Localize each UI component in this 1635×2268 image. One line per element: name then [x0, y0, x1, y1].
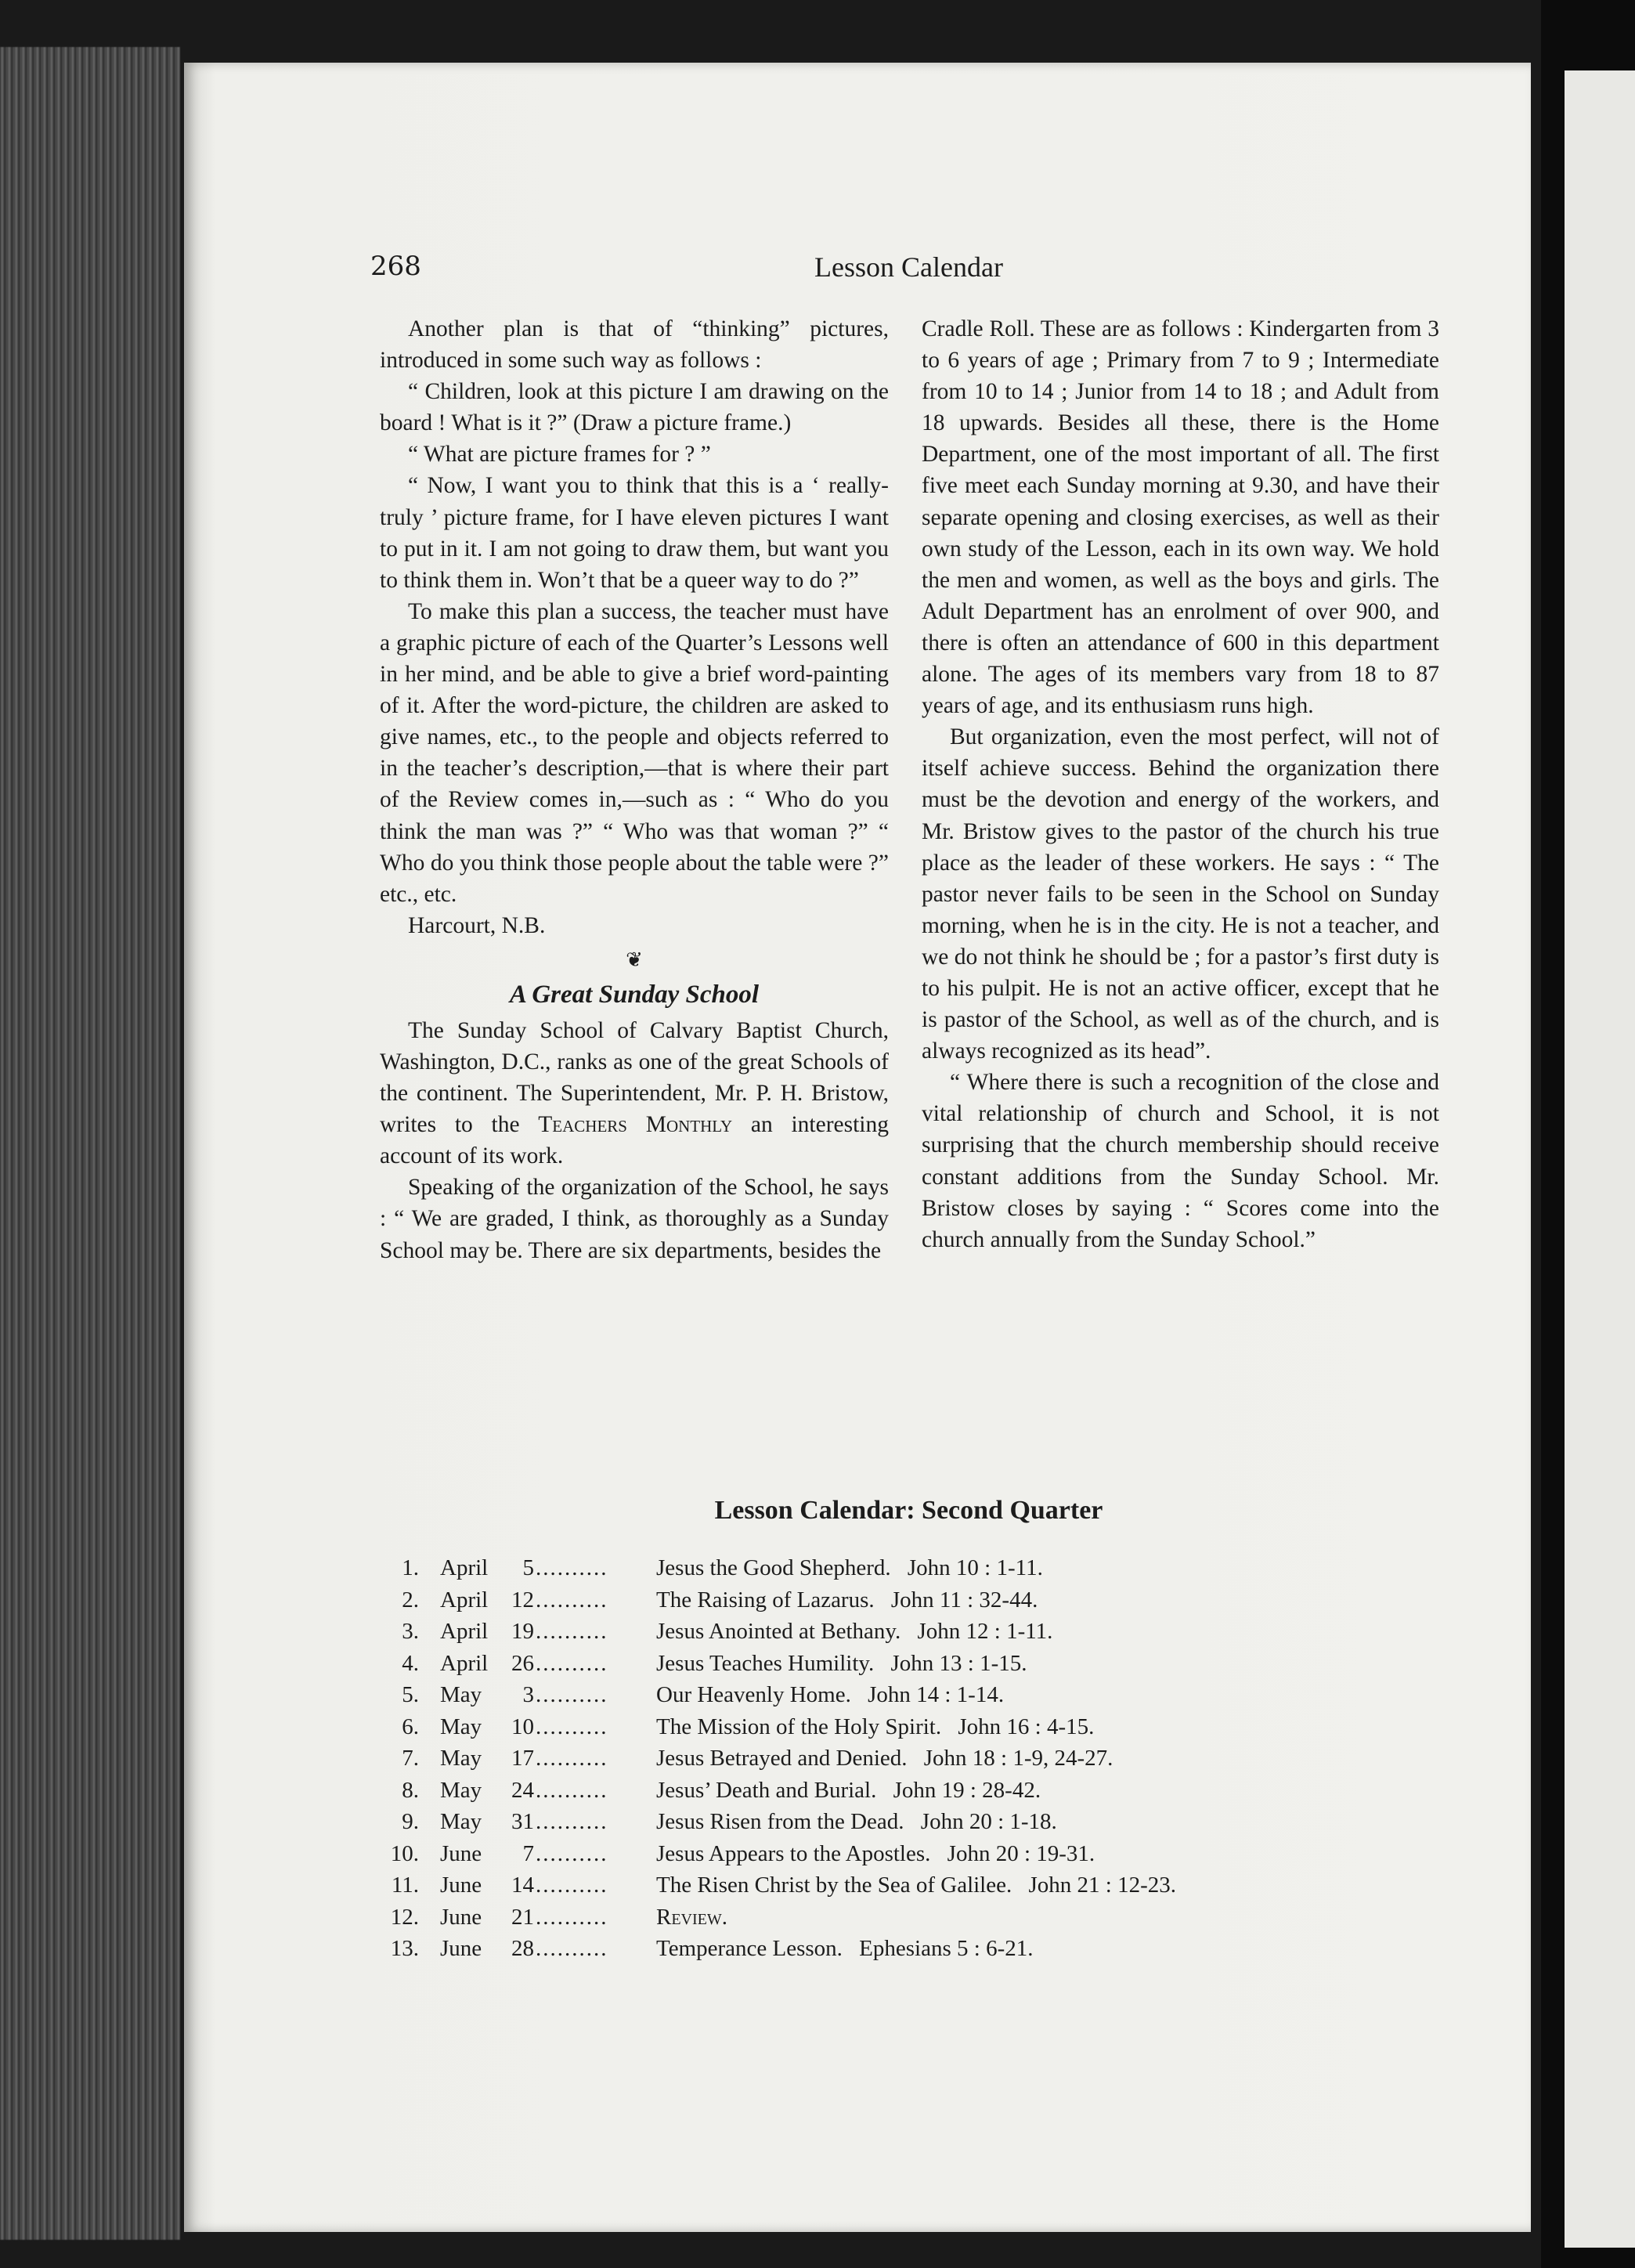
paragraph: “ Where there is such a recognition of the close and vital relationship of church and School, it is not surprising that the church membership should receive constant additions from the Sunday School. Mr. Bristow closes by saying : “ Scores come into the church annually from the Sunday School.”	[922, 1070, 1439, 1252]
paragraph: Cradle Roll. These are as follows : Kindergarten from 3 to 6 years of age ; Primary from 7 to 9 ; Intermediate from 10 to 14 ; Junior from 14 to 18 ; and Adult from 18 upwards. Besides all these, there is the Home Department, one of the most important of all. The first five meet each Sunday morning at 9.30, and have their separate opening and closing exercises, as well as their own study of the Lesson, each in its own way. We hold the men and women, as well as the boys and girls. The Adult Department has an enrolment of over 900, and there is often an attendance of 600 in this department alone. The ages of its members vary from 18 to 87 years of age, and its enthusiasm runs high.	[922, 316, 1439, 719]
calendar-row	[384, 1775, 1449, 1807]
page-number: 268	[370, 251, 421, 282]
scripture-reference: John 21 : 12-23.	[1028, 1873, 1176, 1898]
scripture-reference: John 13 : 1-15.	[890, 1650, 1027, 1676]
lesson-title: Jesus Risen from the Dead.	[656, 1809, 904, 1834]
dot-leader: ..........	[536, 1682, 608, 1707]
publication-name: Teachers Monthly	[538, 1112, 733, 1138]
scripture-reference: John 18 : 1-9, 24-27.	[923, 1746, 1113, 1771]
lesson-title: Our Heavenly Home.	[656, 1682, 851, 1707]
lesson-month: May	[440, 1682, 482, 1707]
lesson-number: 12.	[390, 1904, 419, 1930]
lesson-entry	[656, 1901, 727, 1934]
lesson-day: 21	[511, 1904, 534, 1930]
lesson-entry	[656, 1933, 1033, 1965]
lesson-entry	[656, 1806, 1057, 1838]
lesson-entry	[656, 1743, 1113, 1775]
dot-leader: ..........	[536, 1777, 608, 1803]
scripture-reference: John 10 : 1-11.	[907, 1555, 1043, 1580]
lesson-day: 3	[522, 1682, 534, 1707]
calendar-row	[384, 1901, 1449, 1934]
lesson-day: 7	[522, 1840, 534, 1866]
lesson-month: June	[440, 1873, 482, 1898]
dot-leader: ..........	[536, 1714, 608, 1739]
facing-page-edge	[1565, 70, 1635, 2248]
lesson-number: 3.	[402, 1619, 419, 1644]
lesson-month: June	[440, 1936, 482, 1961]
dot-leader: ..........	[536, 1840, 608, 1866]
lesson-day: 10	[511, 1714, 534, 1739]
lesson-day: 17	[511, 1746, 534, 1771]
lesson-number: 5.	[402, 1682, 419, 1707]
lesson-day: 19	[511, 1619, 534, 1644]
lesson-month: April	[440, 1587, 489, 1613]
lesson-title: Jesus Betrayed and Denied.	[656, 1746, 908, 1771]
ornament-icon: ❦	[626, 948, 643, 971]
paragraph: The Sunday School of Calvary Baptist Church, Washington, D.C., ranks as one of the great Schools of the continent. The Superintendent, Mr. P. H. Bristow, writes to the Teachers Monthly an interesting account of its work.	[380, 1017, 889, 1169]
lesson-entry	[656, 1584, 1038, 1616]
lesson-day: 14	[511, 1873, 534, 1898]
page-header	[370, 251, 1447, 290]
lesson-month: May	[440, 1714, 482, 1739]
lesson-title: Jesus’ Death and Burial.	[656, 1777, 877, 1803]
lesson-title: Jesus Anointed at Bethany.	[656, 1619, 901, 1644]
lesson-entry	[656, 1711, 1094, 1743]
scripture-reference: John 19 : 28-42.	[893, 1777, 1041, 1803]
dot-leader: ..........	[536, 1904, 608, 1930]
paragraph: “ What are picture frames for ? ”	[408, 442, 711, 468]
right-column	[922, 313, 1439, 1255]
lesson-entry	[656, 1616, 1052, 1648]
calendar-title: Lesson Calendar: Second Quarter	[714, 1496, 1103, 1525]
calendar-row	[384, 1743, 1449, 1775]
dot-leader: ..........	[536, 1587, 608, 1613]
book-page-edges	[0, 47, 180, 2240]
lesson-day: 31	[511, 1809, 534, 1834]
lesson-number: 4.	[402, 1650, 419, 1676]
paragraph: Another plan is that of “thinking” pictures, introduced in some such way as follows :	[380, 316, 889, 374]
lesson-day: 5	[522, 1555, 534, 1580]
lesson-title: The Risen Christ by the Sea of Galilee.	[656, 1873, 1012, 1898]
lesson-day: 12	[511, 1587, 534, 1613]
calendar-row	[384, 1806, 1449, 1838]
paragraph: To make this plan a success, the teacher must have a graphic picture of each of the Quarter’s Lessons well in her mind, and be able to give a brief word-painting of it. After the word-picture, the children are asked to give names, etc., to the people and objects referred to in the teacher’s description,—that is where their part of the Review comes in,—such as : “ Who do you think the man was ?” “ Who was that woman ?” “ Who do you think those people about the table were ?” etc., etc.	[380, 598, 889, 907]
dot-leader: ..........	[536, 1746, 608, 1771]
lesson-title: Jesus the Good Shepherd.	[656, 1555, 891, 1580]
lesson-calendar-list	[384, 1552, 1449, 1965]
lesson-month: June	[440, 1904, 482, 1930]
lesson-number: 2.	[402, 1587, 419, 1613]
lesson-month: April	[440, 1619, 489, 1644]
lesson-entry	[656, 1648, 1027, 1680]
lesson-title: The Raising of Lazarus.	[656, 1587, 875, 1613]
left-column	[380, 313, 889, 1266]
scripture-reference: John 14 : 1-14.	[868, 1682, 1005, 1707]
lesson-month: April	[440, 1555, 489, 1580]
lesson-number: 8.	[402, 1777, 419, 1803]
calendar-row	[384, 1648, 1449, 1680]
lesson-title: Jesus Teaches Humility.	[656, 1650, 875, 1676]
dot-leader: ..........	[536, 1873, 608, 1898]
dot-leader: ..........	[536, 1809, 608, 1834]
scripture-reference: John 20 : 19-31.	[947, 1840, 1095, 1866]
lesson-number: 7.	[402, 1746, 419, 1771]
dot-leader: ..........	[536, 1619, 608, 1644]
calendar-row	[384, 1711, 1449, 1743]
lesson-number: 13.	[390, 1936, 419, 1961]
lesson-title: The Mission of the Holy Spirit.	[656, 1714, 942, 1739]
lesson-title: Review.	[656, 1904, 728, 1930]
lesson-number: 10.	[390, 1840, 419, 1866]
paragraph: Speaking of the organization of the School, he says : “ We are graded, I think, as thoroughly as a Sunday School may be. There are six departments, besides the	[380, 1175, 889, 1263]
lesson-number: 9.	[402, 1809, 419, 1834]
dot-leader: ..........	[536, 1650, 608, 1676]
dot-leader: ..........	[536, 1555, 608, 1580]
lesson-day: 26	[511, 1650, 534, 1676]
section-heading: A Great Sunday School	[509, 980, 760, 1009]
lesson-month: June	[440, 1840, 482, 1866]
lesson-month: May	[440, 1809, 482, 1834]
calendar-row	[384, 1616, 1449, 1648]
lesson-number: 1.	[402, 1555, 419, 1580]
calendar-row	[384, 1679, 1449, 1711]
calendar-row	[384, 1869, 1449, 1901]
lesson-entry	[656, 1679, 1004, 1711]
lesson-entry	[656, 1552, 1043, 1584]
lesson-number: 11.	[391, 1873, 419, 1898]
scripture-reference: Ephesians 5 : 6-21.	[859, 1936, 1034, 1961]
paragraph: But organization, even the most perfect, will not of itself achieve success. Behind the organization there must be the devotion and energy of the workers, and Mr. Bristow gives to the pastor of the church his true place as the leader of these workers. He says : “ The pastor never fails to be seen in the School on Sunday morning, when he is in the city. He is not a teacher, and we do not think he should be ; for a pastor’s first duty is to his pulpit. He is not an active officer, except that he is pastor of the School, as well as of the church, and is always recognized as its head”.	[922, 724, 1439, 1064]
lesson-month: April	[440, 1650, 489, 1676]
scripture-reference: John 11 : 32-44.	[890, 1587, 1038, 1613]
lesson-number: 6.	[402, 1714, 419, 1739]
lesson-entry	[656, 1775, 1041, 1807]
calendar-row	[384, 1584, 1449, 1616]
signoff: Harcourt, N.B.	[408, 912, 546, 938]
lesson-title: Temperance Lesson.	[656, 1936, 843, 1961]
paragraph: “ Children, look at this picture I am drawing on the board ! What is it ?” (Draw a picture frame.)	[380, 379, 889, 436]
calendar-row	[384, 1552, 1449, 1584]
lesson-title: Jesus Appears to the Apostles.	[656, 1840, 931, 1866]
running-head: Lesson Calendar	[814, 251, 1003, 283]
calendar-row	[384, 1838, 1449, 1870]
lesson-month: May	[440, 1777, 482, 1803]
scripture-reference: John 20 : 1-18.	[920, 1809, 1057, 1834]
lesson-month: May	[440, 1746, 482, 1771]
lesson-day: 24	[511, 1777, 534, 1803]
scripture-reference: John 12 : 1-11.	[917, 1619, 1053, 1644]
lesson-entry	[656, 1869, 1176, 1901]
calendar-row	[384, 1933, 1449, 1965]
dot-leader: ..........	[536, 1936, 608, 1961]
lesson-entry	[656, 1838, 1095, 1870]
scripture-reference: John 16 : 4-15.	[958, 1714, 1095, 1739]
paragraph: “ Now, I want you to think that this is a ‘ really-truly ’ picture frame, for I have eleven pictures I want to put in it. I am not going to draw them, but want you to think them in. Won’t that be a queer way to do ?”	[380, 473, 889, 593]
lesson-day: 28	[511, 1936, 534, 1961]
